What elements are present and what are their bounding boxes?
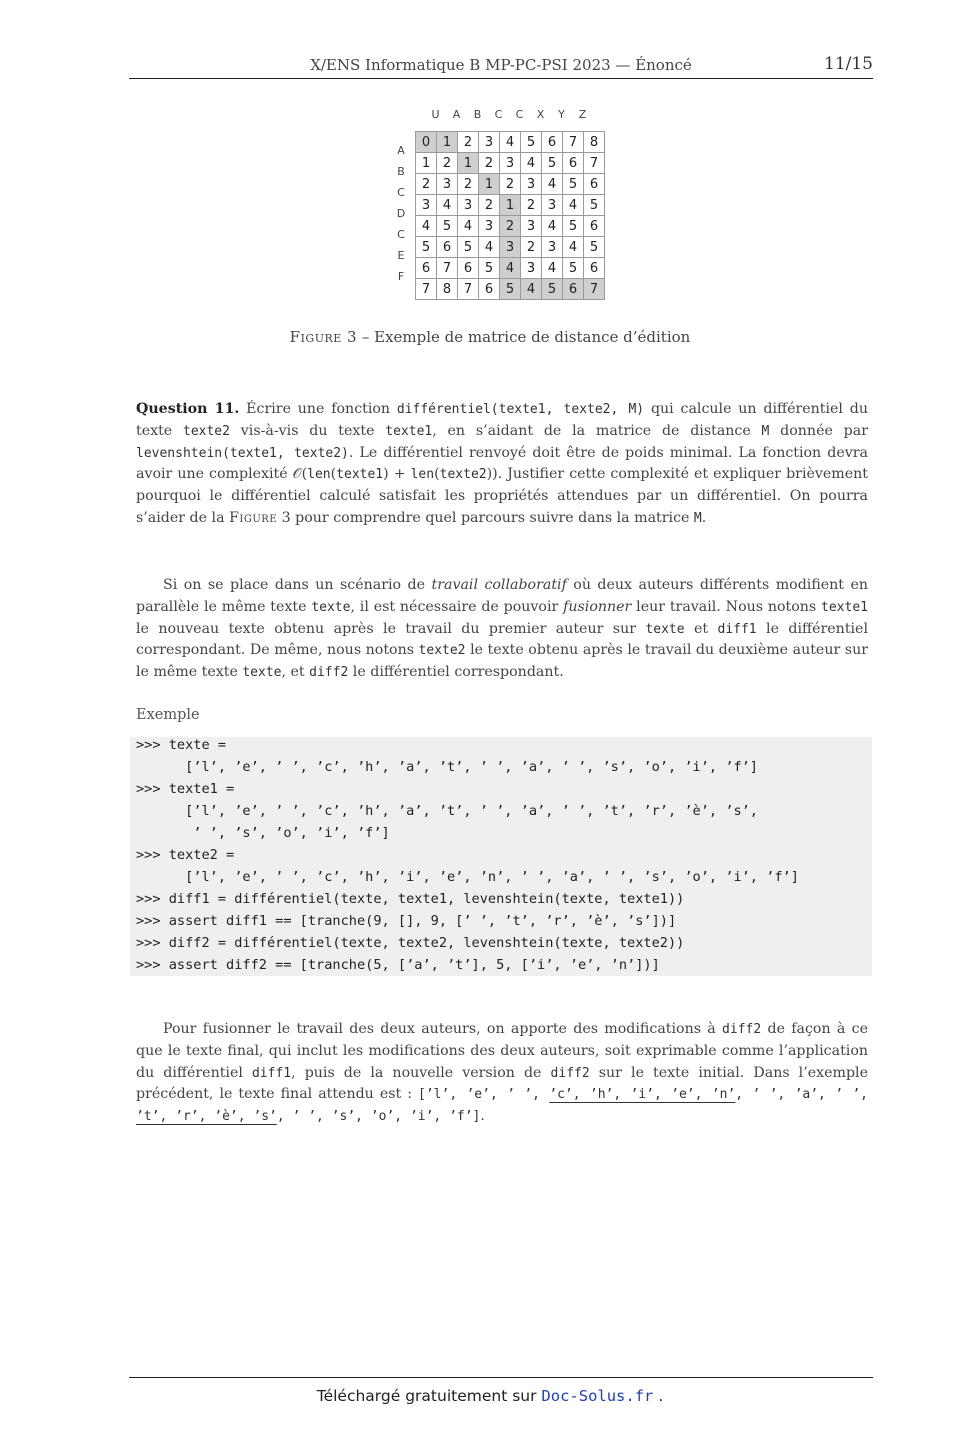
row-header: B [397,165,405,178]
code: len [307,467,331,483]
code: texte [311,599,351,615]
text: et [684,620,718,637]
text: . Le différentiel renvoyé doit être de poids minimal. La fonction devra avoir une complexité 𝒪( [136,444,868,483]
row-header: F [397,270,405,283]
matrix-cell: 3 [437,174,458,195]
matrix-cell: 3 [416,195,437,216]
matrix-cell: 6 [584,258,605,279]
text: Écrire une fonction [239,401,397,417]
code-line: >>> assert diff2 == [tranche(5, [’a’, ’t’], 5, [’i’, ’e’, ’n’])] [136,957,660,973]
code: M [761,423,770,439]
matrix-cell: 3 [479,132,500,153]
code-example [130,737,872,976]
matrix-cell: 3 [458,195,479,216]
col-header: B [473,108,482,121]
matrix-cell: 5 [521,132,542,153]
matrix-cell: 4 [458,216,479,237]
matrix-cell: 4 [542,216,563,237]
matrix-cell: 5 [563,216,584,237]
matrix-cell: 5 [563,258,584,279]
matrix-cell: 1 [458,153,479,174]
code: diff2 [309,665,349,681]
matrix-cell: 6 [416,258,437,279]
code-line: >>> texte1 = [136,781,235,797]
matrix-cell: 6 [563,279,584,300]
matrix-cell: 5 [437,216,458,237]
matrix-row [416,153,605,174]
figure-caption [0,328,980,346]
row-header: D [396,207,406,220]
matrix-cell: 2 [437,153,458,174]
matrix-cell: 0 [416,132,437,153]
matrix-cell: 6 [542,132,563,153]
matrix-cell: 6 [584,174,605,195]
matrix-cell: 2 [500,174,521,195]
row-header: E [397,249,405,262]
code: diff2 [722,1022,762,1037]
row-header: A [397,144,405,157]
text: . [701,509,707,526]
col-header: A [452,108,461,121]
code: différentiel(texte1, texte2, M) [396,402,645,417]
matrix-cell: 4 [542,258,563,279]
col-header: C [515,108,524,121]
matrix-cell: 4 [500,132,521,153]
matrix-cell: 7 [437,258,458,279]
example-label: Exemple [136,707,200,723]
matrix-cell: 6 [479,279,500,300]
matrix-row [416,132,605,153]
matrix-cell: 4 [416,216,437,237]
matrix-cell: 2 [500,216,521,237]
code: texte [645,621,685,637]
code: diff1 [251,1065,292,1081]
matrix-cell: 2 [479,195,500,216]
matrix-row [416,195,605,216]
code-line: [’l’, ’e’, ’ ’, ’c’, ’h’, ’i’, ’e’, ’n’, ’ ’, ’a’, ’ ’, ’s’, ’o’, ’i’, ’f’] [136,869,799,885]
text: . [480,1108,485,1125]
code: M [693,510,702,526]
row-header: C [397,228,405,241]
text: le nouveau texte obtenu après le travail du premier auteur sur [136,620,646,637]
code: texte2 [439,467,487,483]
matrix-row [416,237,605,258]
text: le différentiel correspondant. [348,664,564,681]
matrix-cell: 5 [542,279,563,300]
matrix-cell: 6 [563,153,584,174]
matrix-cell: 4 [542,174,563,195]
footer-end: . [653,1387,664,1405]
matrix-cell: 4 [563,195,584,216]
matrix-cell: 7 [458,279,479,300]
underlined-code: ’c’, ’h’, ’i’, ’e’, ’n’ [549,1087,736,1103]
matrix-cell: 3 [479,216,500,237]
code: texte2 [183,423,230,439]
matrix-cell: 2 [416,174,437,195]
code-line: >>> texte = [136,737,227,753]
text: ( [330,466,337,483]
matrix-cell: 8 [584,132,605,153]
page-footer [0,1387,980,1405]
matrix-cell: 5 [542,153,563,174]
code: , ’ ’, ’a’, ’ ’, [735,1087,869,1103]
text: )). Justifier cette complexité et expliquer brièvement pourquoi le différentiel calculé satisfait les propriétés attendues par un différentiel. On pourra s’aider de la [136,466,868,526]
code: texte1 [336,467,384,483]
matrix-cell: 3 [500,237,521,258]
text: , puis de la nouvelle version de [291,1064,551,1081]
matrix-cell: 3 [500,153,521,174]
code-line: ’ ’, ’s’, ’o’, ’i’, ’f’] [136,825,390,841]
matrix-cell: 3 [521,216,542,237]
question-title: Question 11. [136,401,240,417]
figure-ref: Figure [229,509,278,526]
code: levenshtein(texte1, texte2) [136,445,349,461]
code-line: >>> texte2 = [136,847,235,863]
header-title: X/ENS Informatique B MP-PC-PSI 2023 — Énoncé [310,56,692,74]
emphasis: fusionner [563,598,632,615]
page-header [129,52,873,79]
matrix-cell: 1 [437,132,458,153]
matrix-cell: 1 [479,174,500,195]
matrix-cell: 5 [500,279,521,300]
text: Pour fusionner le travail des deux auteurs, on apporte des modifications à [163,1021,723,1037]
matrix-cell: 3 [521,258,542,279]
underlined-code: ’t’, ’r’, ’è’, ’s’ [136,1109,277,1125]
code: [’l’, ’e’, ’ ’, [418,1087,550,1103]
matrix-row [416,258,605,279]
matrix-cell: 2 [458,132,479,153]
matrix-cell: 1 [500,195,521,216]
matrix-cell: 3 [521,174,542,195]
text: sur le texte initial. Dans l’exemple précédent, le texte final attendu est : [136,1064,868,1103]
figure-label: Figure 3 [289,328,358,346]
text: le différentiel correspondant. De même, nous notons [136,620,868,659]
col-header: Z [578,108,587,121]
code: texte [242,665,282,681]
matrix-cell: 5 [458,237,479,258]
code-line: >>> diff2 = différentiel(texte, texte2, levenshtein(texte, texte2)) [136,935,685,951]
emphasis: travail collaboratif [431,577,567,593]
matrix-cell: 2 [458,174,479,195]
matrix-cell: 1 [416,153,437,174]
col-header: Y [558,108,565,121]
text: le texte obtenu après le travail du deuxième auteur sur le même texte [136,642,868,681]
text: donnée par [769,422,868,439]
code-line: [’l’, ’e’, ’ ’, ’c’, ’h’, ’a’, ’t’, ’ ’, ’a’, ’ ’, ’s’, ’o’, ’i’, ’f’] [136,759,758,775]
code-line: >>> diff1 = différentiel(texte, texte1, levenshtein(texte, texte1)) [136,891,685,907]
text: vis-à-vis du texte [229,422,386,439]
text: de façon à ce que le texte final, qui inclut les modifications des deux auteurs, soit exprimable comme l’application du différentiel [136,1021,868,1081]
footer-text: Téléchargé gratuitement sur [316,1387,542,1405]
row-header: C [397,186,405,199]
matrix-cell: 8 [437,279,458,300]
edit-distance-matrix [393,108,613,308]
text: ( [434,466,440,483]
code: diff2 [550,1065,590,1081]
matrix-cell: 6 [584,216,605,237]
code: texte1 [385,423,433,439]
matrix-cell: 5 [479,258,500,279]
matrix-cell: 3 [542,195,563,216]
matrix-cell: 2 [479,153,500,174]
matrix-cell: 4 [437,195,458,216]
page-number: 11/15 [824,54,873,74]
matrix-cell: 5 [584,195,605,216]
text: qui calcule un différentiel du texte [136,401,868,439]
text: Si on se place dans un scénario de [163,577,432,593]
col-header: C [494,108,503,121]
matrix-cell: 3 [542,237,563,258]
matrix-cell: 4 [479,237,500,258]
text: où deux auteurs différents modifient en parallèle le même texte [136,577,869,615]
matrix-cell: 2 [521,237,542,258]
question-11 [136,399,868,530]
footer-rule [129,1377,873,1378]
doc-solus-link[interactable]: Doc-Solus.fr [541,1387,654,1405]
matrix-cell: 7 [584,279,605,300]
text: leur travail. Nous notons [631,598,822,615]
col-header: U [431,108,440,121]
text: , et [281,664,310,681]
collab-paragraph [136,575,868,684]
text: ) + [383,466,411,483]
code: texte2 [418,643,466,659]
text: , il est nécessaire de pouvoir [350,598,564,615]
matrix-cell: 7 [416,279,437,300]
matrix-row [416,279,605,300]
matrix-cell: 6 [437,237,458,258]
col-header: X [536,108,545,121]
fusion-paragraph [136,1019,868,1128]
matrix-cell: 5 [584,237,605,258]
text: 3 pour comprendre quel parcours suivre dans la matrice [277,509,694,526]
matrix-cell: 4 [521,153,542,174]
code: , ’ ’, ’s’, ’o’, ’i’, ’f’] [276,1109,481,1125]
matrix-row [416,174,605,195]
figure-caption-text: – Exemple de matrice de distance d’édition [357,328,691,346]
matrix-cell: 5 [416,237,437,258]
matrix-grid [415,131,605,300]
matrix-cell: 4 [563,237,584,258]
code-line: >>> assert diff1 == [tranche(9, [], 9, [’ ’, ’t’, ’r’, ’è’, ’s’])] [136,913,677,929]
matrix-cell: 6 [458,258,479,279]
matrix-cell: 7 [584,153,605,174]
matrix-cell: 7 [563,132,584,153]
matrix-row [416,216,605,237]
matrix-cell: 4 [500,258,521,279]
matrix-cell: 2 [521,195,542,216]
code: len [410,467,435,483]
code-line: [’l’, ’e’, ’ ’, ’c’, ’h’, ’a’, ’t’, ’ ’, ’a’, ’ ’, ’t’, ’r’, ’è’, ’s’, [136,803,758,819]
matrix-cell: 4 [521,279,542,300]
code: texte1 [821,599,868,615]
text: , en s’aidant de la matrice de distance [432,422,762,439]
code: diff1 [717,621,757,637]
matrix-cell: 5 [563,174,584,195]
